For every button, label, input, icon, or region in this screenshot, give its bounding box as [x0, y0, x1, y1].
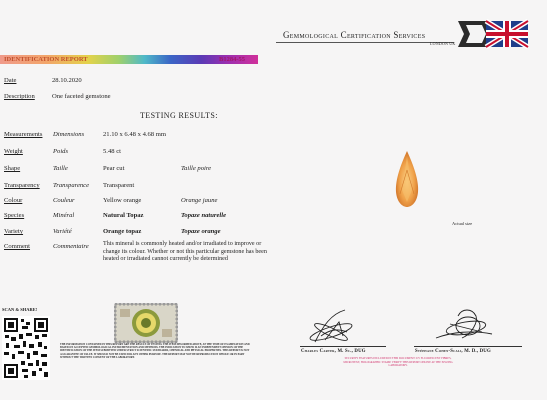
signatory-name-2: Stéphane Cohen-Scali, M. D., DUG: [415, 349, 491, 354]
row-value-fr-species: Topaze naturelle: [181, 212, 226, 219]
brand-location: LONDON UK: [430, 41, 456, 46]
description-value: One faceted gemstone: [52, 93, 111, 100]
row-value-fr-shape: Taille poire: [181, 165, 212, 172]
row-label-measurements: Measurements: [4, 131, 43, 138]
row-label-variety: Variety: [4, 228, 24, 235]
hologram-seal-icon: [114, 303, 178, 343]
row-value-species: Natural Topaz: [103, 212, 144, 219]
pear-gemstone-image: [393, 150, 421, 208]
row-label-weight: Weight: [4, 148, 23, 155]
signature-cohen-scali-icon: [432, 304, 496, 344]
brand-name: Gemmological Certification Services: [283, 30, 426, 40]
legal-disclaimer: THE INFORMATION CONTAINED IN THIS REPORT ARE THE RESULT OF TESTING THE ITEM DESCRIBED ABOVE, AT THE TIME OF EXAMINATION AND BASED ON ACCEPTED GEMMOLOGICAL INSTRUMENTATION AND METHODS. THE INDICATION TO SHOW IS AN INDEPENDENT OPINION OF THE IDENTIFICATION OF THE ITEM SUBMITTED UNDER STRICT SCIENTIFIC STANDARDS, CHEMICAL AND PHYSICAL PROPERTIES. THIS REPORT IS NOT A GUARANTEE OF VALUE. IT SHOULD NOT BE USED FOR ANY OTHER PURPOSE. THE REPORT MAY NOT BE REPRODUCED IN WHOLE OR IN PART WITHOUT THE WRITTEN CONSENT OF THE LABORATORY.: [60, 343, 250, 359]
row-fr-transparency: Transparence: [53, 182, 90, 189]
row-value-weight: 5.48 ct: [103, 148, 121, 155]
report-title: IDENTIFICATION REPORT: [4, 56, 88, 63]
row-label-species: Species: [4, 212, 25, 219]
date-value: 28.10.2020: [52, 77, 82, 84]
description-label: Description: [4, 93, 35, 100]
signature-line-1: [300, 346, 386, 347]
scan-share-label: SCAN & SHARE!: [2, 307, 38, 312]
row-value-comment: This mineral is commonly heated and/or irradiated to improve or change its colour. Whether or not this particular gemstone has been heated or irradiated cannot currently be determined: [103, 241, 267, 263]
signature-line-2: [414, 346, 522, 347]
report-number: B1284-55: [219, 56, 245, 63]
signatory-name-1: Charles Carter, M. Sc., DUG: [301, 349, 366, 354]
row-label-shape: Shape: [4, 165, 21, 172]
row-value-transparency: Transparent: [103, 182, 135, 189]
row-fr-weight: Poids: [53, 148, 69, 155]
brand-underline: [276, 42, 454, 43]
row-fr-comment: Commentaire: [53, 243, 89, 250]
date-label: Date: [4, 77, 17, 84]
row-label-colour: Colour: [4, 197, 23, 204]
signature-carter-icon: [301, 306, 365, 346]
security-note: SECURITY FEATURES INCLUDED IN THIS DOCUMENT: UV FLUORESCENT FIBRES, MICROTEXT, HOLOGRAPHIC STAMP. VERIFY THIS REPORT ONLINE AT THE ISSUING LABORATORY.: [343, 357, 453, 368]
row-value-measurements: 21.10 x 6.48 x 4.68 mm: [103, 131, 167, 138]
row-fr-variety: Variété: [53, 228, 72, 235]
testing-results-heading: TESTING RESULTS:: [140, 111, 218, 120]
gcs-flag-logo-icon: [456, 19, 530, 49]
row-label-transparency: Transparency: [4, 182, 40, 189]
row-fr-measurements: Dimensions: [53, 131, 85, 138]
row-fr-shape: Taille: [53, 165, 68, 172]
row-value-fr-colour: Orange jaune: [181, 197, 218, 204]
actual-size-caption: Actual size: [452, 221, 473, 226]
row-value-shape: Pear cut: [103, 165, 125, 172]
row-fr-species: Minéral: [53, 212, 75, 219]
row-label-comment: Comment: [4, 243, 31, 250]
qr-code-icon[interactable]: [2, 316, 50, 380]
row-value-variety: Orange topaz: [103, 228, 142, 235]
row-value-colour: Yellow orange: [103, 197, 142, 204]
row-fr-colour: Couleur: [53, 197, 75, 204]
row-value-fr-variety: Topaze orange: [181, 228, 221, 235]
